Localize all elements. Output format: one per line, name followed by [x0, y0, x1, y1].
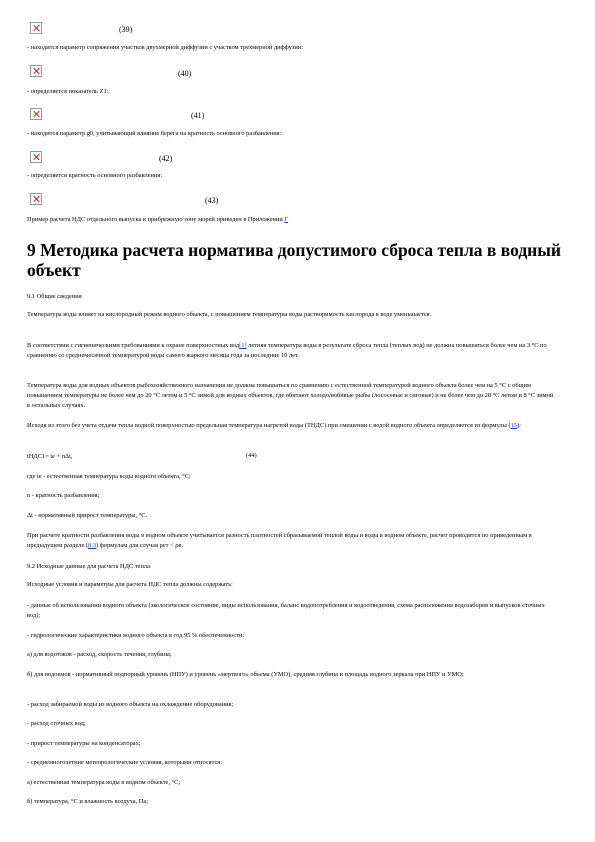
- equation-description: - находится параметр g0, учитывающий влияние берега на кратность основного разбавления:: [27, 130, 282, 137]
- paragraph: Исходные условия и параметры для расчета НДС тепла должны содержать:: [27, 581, 233, 588]
- paragraph: Температура воды для водных объектов рыбохозяйственного назначения не должна повышаться по сравнению с естественной температурой водного объекта более чем на 5 °С с общим повышением температуры не более чем до 20 °С летом и 5 °С зимой для водных объектов, где обитают холодолюбивые рыбы (лососевые и сиговые) и не более чем до 28 °С летом и 8 °С зимой в остальных случаях.: [27, 382, 554, 409]
- definition: n - кратность разбавления;: [27, 492, 100, 499]
- paragraph-text: В соответствии с гигиеническими требованиями к охране поверхностных вод: [27, 342, 240, 349]
- list-item: - гидрологические характеристики водного объекта в год 95 % обеспеченности:: [27, 632, 245, 639]
- paragraph: [27, 531, 557, 551]
- paragraph: [27, 421, 557, 431]
- list-item: б) температура, °С и влажность воздуха, Па;: [27, 798, 149, 805]
- equation-number: (42): [159, 154, 173, 163]
- list-item: - расход забираемой воды из водного объекта на охлаждение оборудования;: [27, 701, 234, 708]
- broken-image-icon: [30, 151, 42, 163]
- subsection-title: 9.2 Исходные данные для расчета НДС тепла: [27, 563, 150, 570]
- example-reference: [27, 215, 557, 225]
- equation-description: - определяется показатель Z1:: [27, 88, 109, 95]
- paragraph: Температура воды влияет на кислородный режим водного объекта, с повышением температуры воды растворимость кислорода в воде уменьшается.: [27, 311, 432, 318]
- subsection-title: 9.1 Общие сведения: [27, 293, 82, 300]
- formula-link[interactable]: 15: [510, 422, 517, 429]
- equation-number: (43): [205, 196, 219, 205]
- equation-number: (44): [246, 452, 257, 459]
- equation-description: - определяется кратность основного разбавления:: [27, 172, 163, 179]
- paragraph-text: ):: [517, 422, 521, 429]
- appendix-link[interactable]: Г: [284, 216, 289, 223]
- paragraph: [27, 341, 557, 361]
- equation-number: (41): [191, 111, 205, 120]
- paragraph-text: При расчете кратности разбавления воды в водном объекте учитывается разность плотностей сбрасываемой теплой воды и воды в водном объекте, расчет проводится по приведенным в предыдущем разделе (: [27, 532, 532, 549]
- paragraph-text: Исходя из этого без учета отдачи тепла водной поверхностью предельная температура нагретой воды (ТНДС) при смешении с водой водного объекта определяется из формулы (: [27, 422, 511, 429]
- broken-image-icon: [30, 108, 42, 120]
- equation-number: (40): [178, 69, 192, 78]
- example-text: Пример расчета НДС отдельного выпуска в прибрежную зону морей приведен в Приложении: [27, 216, 283, 223]
- list-item: б) для водоемов - нормативный подпорный уровень (НПУ) и уровень «мертвого» объема (УМО), средняя глубина и площадь водного зеркала при НПУ и УМО;: [27, 671, 464, 678]
- definition: где te - естественная температура воды водного объекта, °С;: [27, 473, 191, 480]
- list-item: - прирост температуры на конденсаторах;: [27, 740, 141, 747]
- list-item: - данные об использовании водного объекта (экологическое состояние, виды использования, баланс водопотребления и водоотведения, схема расположения водозаборов и выпусков сточных вод);: [27, 602, 545, 619]
- paragraph-text: летняя температура воды в результате сброса тепла (теплых вод) не должна повышаться более чем на 3 °С по сравнению со среднемесячной температурой воды самого жаркого месяца года за последние 10 лет.: [27, 342, 547, 359]
- equation-number: (39): [119, 25, 133, 34]
- section-link[interactable]: 8.3: [88, 542, 97, 549]
- broken-image-icon: [30, 65, 42, 77]
- definition: Δt - нормативный прирост температуры, °С.: [27, 512, 148, 519]
- list-item: а) для водотоков - расход, скорость течения, глубина;: [27, 651, 172, 658]
- list-item: - расход сточных вод;: [27, 720, 86, 727]
- broken-image-icon: [30, 193, 42, 205]
- list-item: - среднемноголетние метеорологические условия, которыми относятся:: [27, 759, 222, 766]
- paragraph-text: ) формулам для случая ρст < ρв.: [96, 542, 184, 549]
- equation-description: - находится параметр сопряжения участков двухмерной диффузии с участком трехмерной диффузии:: [27, 44, 303, 51]
- list-item: а) естественная температура воды в водном объекте, °С;: [27, 779, 181, 786]
- broken-image-icon: [30, 22, 42, 34]
- section-title: 9 Методика расчета норматива допустимого сброса тепла в водный объект: [27, 240, 562, 280]
- formula: tНДС1= te + nΔt,: [27, 453, 73, 460]
- reference-link[interactable]: [1]: [239, 342, 247, 349]
